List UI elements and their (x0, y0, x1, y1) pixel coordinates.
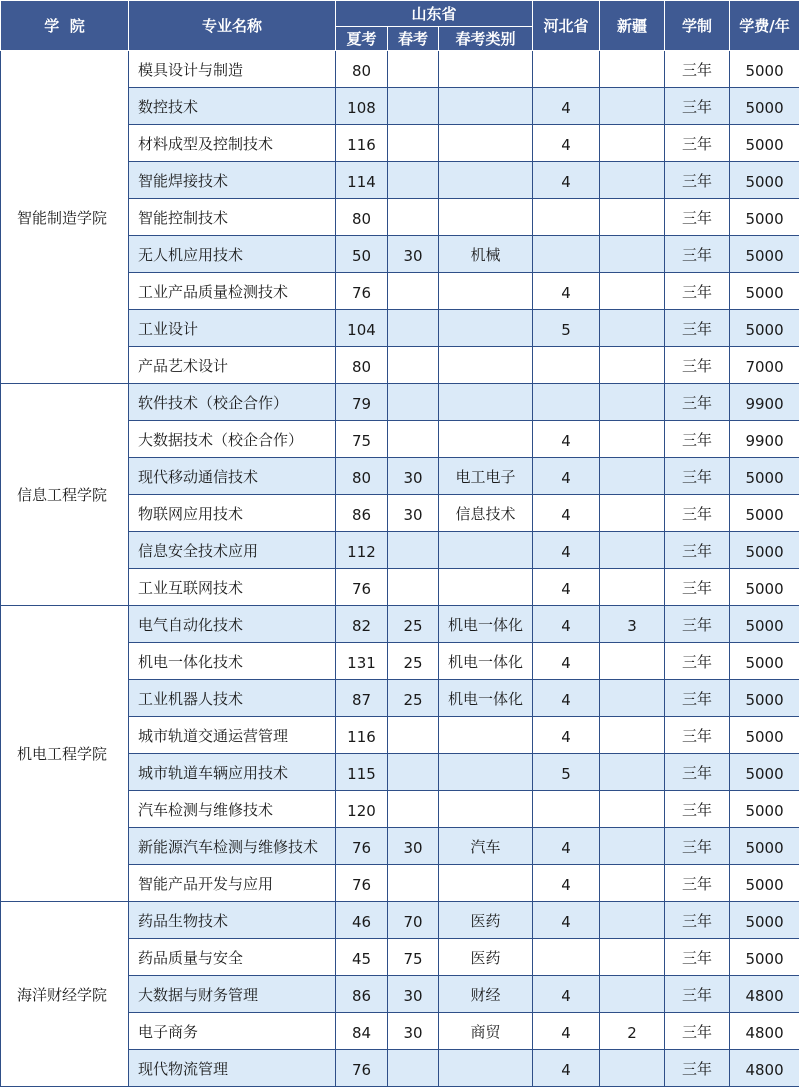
major-cell: 电子商务 (129, 1013, 336, 1050)
spring-category-cell (439, 717, 533, 754)
header-fee: 学费/年 (730, 1, 799, 51)
major-cell: 大数据技术（校企合作） (129, 421, 336, 458)
spring-category-cell: 汽车 (439, 828, 533, 865)
xinjiang-quota-cell (600, 680, 665, 717)
tuition-fee-cell: 9900 (730, 384, 799, 421)
xinjiang-quota-cell (600, 532, 665, 569)
study-length-cell: 三年 (665, 754, 730, 791)
hebei-quota-cell: 4 (533, 976, 600, 1013)
spring-quota-cell: 70 (388, 902, 439, 939)
college-cell: 海洋财经学院 (1, 902, 129, 1087)
study-length-cell: 三年 (665, 828, 730, 865)
major-cell: 材料成型及控制技术 (129, 125, 336, 162)
summer-quota-cell: 131 (336, 643, 388, 680)
hebei-quota-cell: 4 (533, 1013, 600, 1050)
hebei-quota-cell (533, 384, 600, 421)
spring-quota-cell (388, 754, 439, 791)
study-length-cell: 三年 (665, 51, 730, 88)
tuition-fee-cell: 9900 (730, 421, 799, 458)
hebei-quota-cell (533, 791, 600, 828)
major-cell: 汽车检测与维修技术 (129, 791, 336, 828)
summer-quota-cell: 76 (336, 828, 388, 865)
major-cell: 新能源汽车检测与维修技术 (129, 828, 336, 865)
xinjiang-quota-cell (600, 569, 665, 606)
xinjiang-quota-cell (600, 902, 665, 939)
hebei-quota-cell: 4 (533, 606, 600, 643)
summer-quota-cell: 80 (336, 199, 388, 236)
xinjiang-quota-cell (600, 791, 665, 828)
major-cell: 大数据与财务管理 (129, 976, 336, 1013)
summer-quota-cell: 115 (336, 754, 388, 791)
tuition-fee-cell: 5000 (730, 199, 799, 236)
summer-quota-cell: 76 (336, 1050, 388, 1087)
hebei-quota-cell: 4 (533, 532, 600, 569)
spring-quota-cell: 30 (388, 976, 439, 1013)
xinjiang-quota-cell: 3 (600, 606, 665, 643)
study-length-cell: 三年 (665, 347, 730, 384)
college-cell: 信息工程学院 (1, 384, 129, 606)
xinjiang-quota-cell (600, 458, 665, 495)
summer-quota-cell: 80 (336, 458, 388, 495)
tuition-fee-cell: 5000 (730, 569, 799, 606)
spring-category-cell (439, 51, 533, 88)
summer-quota-cell: 84 (336, 1013, 388, 1050)
tuition-fee-cell: 5000 (730, 51, 799, 88)
hebei-quota-cell: 4 (533, 421, 600, 458)
study-length-cell: 三年 (665, 791, 730, 828)
tuition-fee-cell: 4800 (730, 976, 799, 1013)
study-length-cell: 三年 (665, 680, 730, 717)
header-college: 学 院 (1, 1, 129, 51)
tuition-fee-cell: 5000 (730, 828, 799, 865)
major-cell: 药品生物技术 (129, 902, 336, 939)
xinjiang-quota-cell (600, 865, 665, 902)
spring-category-cell (439, 865, 533, 902)
study-length-cell: 三年 (665, 162, 730, 199)
spring-quota-cell: 25 (388, 680, 439, 717)
xinjiang-quota-cell (600, 384, 665, 421)
summer-quota-cell: 76 (336, 569, 388, 606)
tuition-fee-cell: 7000 (730, 347, 799, 384)
xinjiang-quota-cell (600, 88, 665, 125)
study-length-cell: 三年 (665, 125, 730, 162)
major-cell: 智能产品开发与应用 (129, 865, 336, 902)
spring-category-cell (439, 791, 533, 828)
study-length-cell: 三年 (665, 384, 730, 421)
study-length-cell: 三年 (665, 495, 730, 532)
xinjiang-quota-cell (600, 310, 665, 347)
header-spring: 春考 (388, 27, 439, 51)
study-length-cell: 三年 (665, 421, 730, 458)
spring-category-cell: 医药 (439, 902, 533, 939)
tuition-fee-cell: 5000 (730, 680, 799, 717)
hebei-quota-cell: 4 (533, 88, 600, 125)
spring-category-cell (439, 421, 533, 458)
spring-quota-cell: 30 (388, 1013, 439, 1050)
spring-category-cell (439, 88, 533, 125)
spring-category-cell: 商贸 (439, 1013, 533, 1050)
major-cell: 信息安全技术应用 (129, 532, 336, 569)
spring-category-cell: 医药 (439, 939, 533, 976)
study-length-cell: 三年 (665, 865, 730, 902)
header-xinjiang: 新疆 (600, 1, 665, 51)
spring-quota-cell (388, 347, 439, 384)
hebei-quota-cell (533, 51, 600, 88)
hebei-quota-cell: 4 (533, 125, 600, 162)
major-cell: 物联网应用技术 (129, 495, 336, 532)
tuition-fee-cell: 5000 (730, 236, 799, 273)
hebei-quota-cell: 5 (533, 754, 600, 791)
summer-quota-cell: 45 (336, 939, 388, 976)
tuition-fee-cell: 4800 (730, 1013, 799, 1050)
spring-category-cell (439, 310, 533, 347)
hebei-quota-cell: 4 (533, 458, 600, 495)
summer-quota-cell: 82 (336, 606, 388, 643)
summer-quota-cell: 120 (336, 791, 388, 828)
study-length-cell: 三年 (665, 236, 730, 273)
college-cell: 机电工程学院 (1, 606, 129, 902)
spring-category-cell: 机电一体化 (439, 680, 533, 717)
spring-category-cell (439, 1050, 533, 1087)
spring-quota-cell (388, 51, 439, 88)
major-cell: 工业产品质量检测技术 (129, 273, 336, 310)
hebei-quota-cell: 4 (533, 828, 600, 865)
summer-quota-cell: 80 (336, 51, 388, 88)
study-length-cell: 三年 (665, 199, 730, 236)
spring-category-cell (439, 125, 533, 162)
hebei-quota-cell (533, 347, 600, 384)
major-cell: 产品艺术设计 (129, 347, 336, 384)
xinjiang-quota-cell (600, 125, 665, 162)
tuition-fee-cell: 5000 (730, 902, 799, 939)
xinjiang-quota-cell (600, 199, 665, 236)
spring-category-cell (439, 384, 533, 421)
tuition-fee-cell: 5000 (730, 717, 799, 754)
spring-category-cell (439, 754, 533, 791)
spring-quota-cell: 30 (388, 458, 439, 495)
major-cell: 无人机应用技术 (129, 236, 336, 273)
table-row (1, 902, 799, 939)
hebei-quota-cell: 5 (533, 310, 600, 347)
hebei-quota-cell: 4 (533, 680, 600, 717)
spring-quota-cell (388, 717, 439, 754)
tuition-fee-cell: 5000 (730, 125, 799, 162)
spring-category-cell (439, 273, 533, 310)
spring-category-cell: 机械 (439, 236, 533, 273)
spring-quota-cell (388, 199, 439, 236)
xinjiang-quota-cell (600, 347, 665, 384)
summer-quota-cell: 87 (336, 680, 388, 717)
tuition-fee-cell: 5000 (730, 88, 799, 125)
summer-quota-cell: 116 (336, 717, 388, 754)
spring-category-cell: 机电一体化 (439, 643, 533, 680)
spring-quota-cell (388, 162, 439, 199)
tuition-fee-cell: 5000 (730, 606, 799, 643)
spring-category-cell (439, 569, 533, 606)
study-length-cell: 三年 (665, 569, 730, 606)
major-cell: 智能焊接技术 (129, 162, 336, 199)
xinjiang-quota-cell (600, 495, 665, 532)
header-spring-category: 春考类别 (439, 27, 533, 51)
hebei-quota-cell: 4 (533, 643, 600, 680)
major-cell: 数控技术 (129, 88, 336, 125)
xinjiang-quota-cell (600, 643, 665, 680)
summer-quota-cell: 76 (336, 865, 388, 902)
xinjiang-quota-cell: 2 (600, 1013, 665, 1050)
spring-quota-cell (388, 310, 439, 347)
major-cell: 现代物流管理 (129, 1050, 336, 1087)
tuition-fee-cell: 5000 (730, 273, 799, 310)
study-length-cell: 三年 (665, 458, 730, 495)
spring-category-cell (439, 162, 533, 199)
major-cell: 软件技术（校企合作） (129, 384, 336, 421)
spring-quota-cell: 30 (388, 495, 439, 532)
header-summer: 夏考 (336, 27, 388, 51)
xinjiang-quota-cell (600, 939, 665, 976)
xinjiang-quota-cell (600, 421, 665, 458)
summer-quota-cell: 76 (336, 273, 388, 310)
hebei-quota-cell (533, 199, 600, 236)
summer-quota-cell: 116 (336, 125, 388, 162)
study-length-cell: 三年 (665, 717, 730, 754)
hebei-quota-cell (533, 939, 600, 976)
xinjiang-quota-cell (600, 51, 665, 88)
spring-quota-cell (388, 569, 439, 606)
spring-category-cell (439, 347, 533, 384)
hebei-quota-cell: 4 (533, 717, 600, 754)
hebei-quota-cell (533, 236, 600, 273)
summer-quota-cell: 112 (336, 532, 388, 569)
major-cell: 工业设计 (129, 310, 336, 347)
spring-quota-cell (388, 532, 439, 569)
xinjiang-quota-cell (600, 754, 665, 791)
tuition-fee-cell: 5000 (730, 162, 799, 199)
header-major: 专业名称 (129, 1, 336, 51)
summer-quota-cell: 50 (336, 236, 388, 273)
summer-quota-cell: 75 (336, 421, 388, 458)
xinjiang-quota-cell (600, 162, 665, 199)
tuition-fee-cell: 5000 (730, 939, 799, 976)
tuition-fee-cell: 5000 (730, 643, 799, 680)
hebei-quota-cell: 4 (533, 495, 600, 532)
spring-quota-cell (388, 791, 439, 828)
study-length-cell: 三年 (665, 88, 730, 125)
major-cell: 城市轨道车辆应用技术 (129, 754, 336, 791)
tuition-fee-cell: 4800 (730, 1050, 799, 1087)
table-body (1, 51, 799, 1087)
spring-quota-cell: 30 (388, 828, 439, 865)
spring-quota-cell: 30 (388, 236, 439, 273)
study-length-cell: 三年 (665, 643, 730, 680)
summer-quota-cell: 79 (336, 384, 388, 421)
hebei-quota-cell: 4 (533, 273, 600, 310)
xinjiang-quota-cell (600, 1050, 665, 1087)
summer-quota-cell: 104 (336, 310, 388, 347)
spring-category-cell: 财经 (439, 976, 533, 1013)
spring-quota-cell (388, 273, 439, 310)
spring-quota-cell: 75 (388, 939, 439, 976)
major-cell: 现代移动通信技术 (129, 458, 336, 495)
header-hebei: 河北省 (533, 1, 600, 51)
spring-quota-cell (388, 384, 439, 421)
spring-category-cell (439, 532, 533, 569)
xinjiang-quota-cell (600, 236, 665, 273)
study-length-cell: 三年 (665, 273, 730, 310)
spring-category-cell (439, 199, 533, 236)
xinjiang-quota-cell (600, 717, 665, 754)
spring-category-cell: 信息技术 (439, 495, 533, 532)
major-cell: 工业互联网技术 (129, 569, 336, 606)
table-row (1, 384, 799, 421)
college-cell: 智能制造学院 (1, 51, 129, 384)
major-cell: 电气自动化技术 (129, 606, 336, 643)
tuition-fee-cell: 5000 (730, 532, 799, 569)
hebei-quota-cell: 4 (533, 1050, 600, 1087)
spring-quota-cell: 25 (388, 643, 439, 680)
table-row (1, 606, 799, 643)
study-length-cell: 三年 (665, 902, 730, 939)
tuition-fee-cell: 5000 (730, 754, 799, 791)
summer-quota-cell: 80 (336, 347, 388, 384)
header-system: 学制 (665, 1, 730, 51)
summer-quota-cell: 86 (336, 495, 388, 532)
tuition-fee-cell: 5000 (730, 310, 799, 347)
xinjiang-quota-cell (600, 273, 665, 310)
spring-quota-cell: 25 (388, 606, 439, 643)
hebei-quota-cell: 4 (533, 569, 600, 606)
table-row (1, 51, 799, 88)
hebei-quota-cell: 4 (533, 865, 600, 902)
spring-quota-cell (388, 125, 439, 162)
spring-quota-cell (388, 421, 439, 458)
spring-category-cell: 机电一体化 (439, 606, 533, 643)
hebei-quota-cell: 4 (533, 162, 600, 199)
major-cell: 药品质量与安全 (129, 939, 336, 976)
spring-quota-cell (388, 865, 439, 902)
major-cell: 智能控制技术 (129, 199, 336, 236)
major-cell: 机电一体化技术 (129, 643, 336, 680)
hebei-quota-cell: 4 (533, 902, 600, 939)
summer-quota-cell: 86 (336, 976, 388, 1013)
study-length-cell: 三年 (665, 1050, 730, 1087)
header-shandong: 山东省 (336, 1, 533, 27)
study-length-cell: 三年 (665, 606, 730, 643)
summer-quota-cell: 108 (336, 88, 388, 125)
tuition-fee-cell: 5000 (730, 458, 799, 495)
tuition-fee-cell: 5000 (730, 495, 799, 532)
tuition-fee-cell: 5000 (730, 791, 799, 828)
major-cell: 工业机器人技术 (129, 680, 336, 717)
spring-quota-cell (388, 88, 439, 125)
study-length-cell: 三年 (665, 1013, 730, 1050)
tuition-fee-cell: 5000 (730, 865, 799, 902)
xinjiang-quota-cell (600, 976, 665, 1013)
table-header (1, 1, 799, 51)
study-length-cell: 三年 (665, 939, 730, 976)
summer-quota-cell: 114 (336, 162, 388, 199)
spring-quota-cell (388, 1050, 439, 1087)
major-cell: 模具设计与制造 (129, 51, 336, 88)
spring-category-cell: 电工电子 (439, 458, 533, 495)
major-cell: 城市轨道交通运营管理 (129, 717, 336, 754)
study-length-cell: 三年 (665, 976, 730, 1013)
xinjiang-quota-cell (600, 828, 665, 865)
summer-quota-cell: 46 (336, 902, 388, 939)
study-length-cell: 三年 (665, 532, 730, 569)
study-length-cell: 三年 (665, 310, 730, 347)
